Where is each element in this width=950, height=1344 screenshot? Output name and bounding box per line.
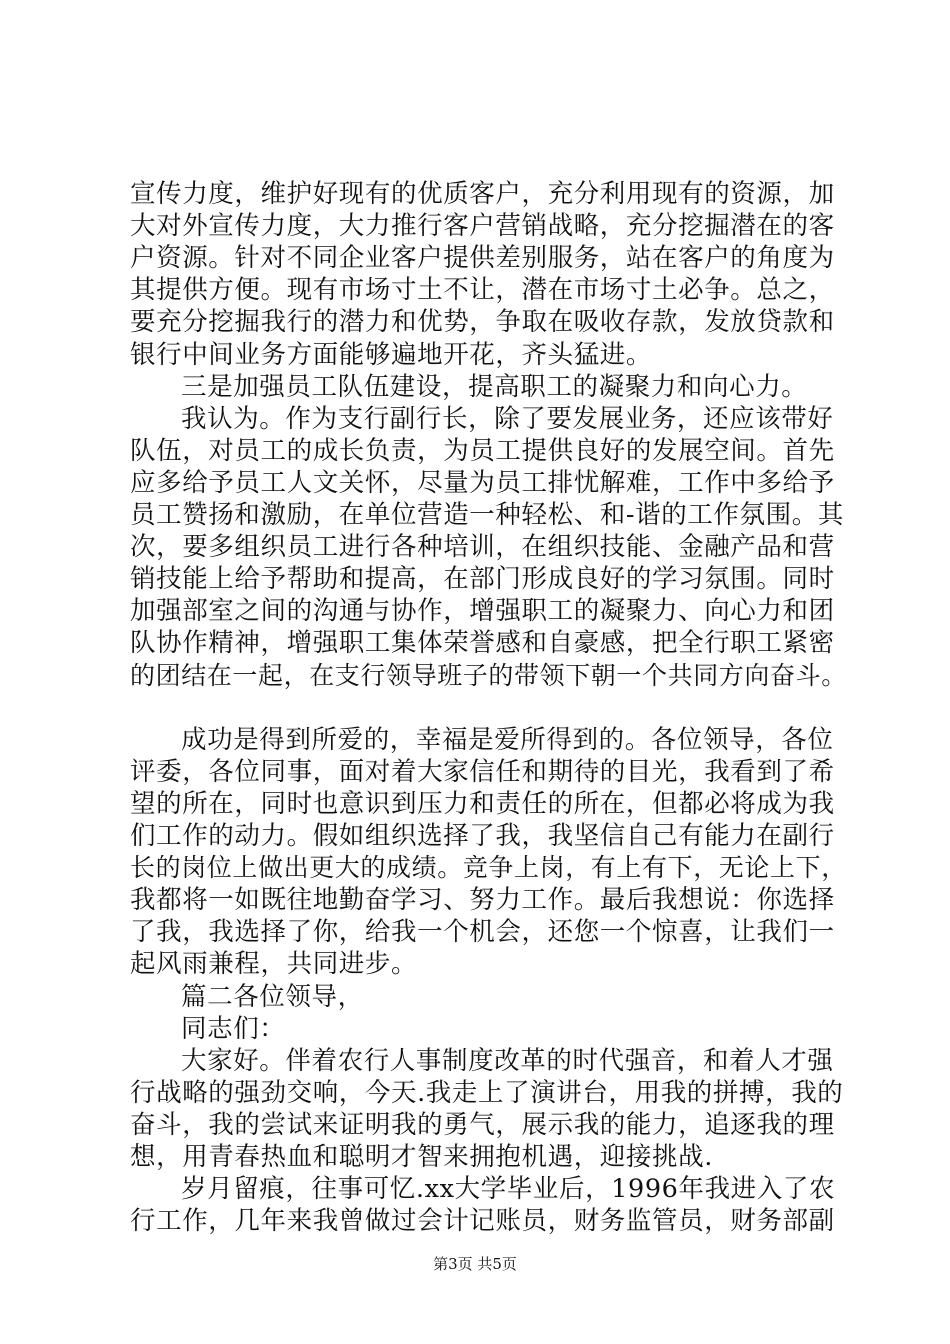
text-line-4: 其提供方便。现有市场寸土不让，潜在市场寸土必争。总之， — [130, 275, 835, 305]
text-line-24: 起风雨兼程，共同进步。 — [130, 949, 418, 979]
text-line-27: 大家好。伴着农行人事制度改革的时代强音，和着人才强 — [181, 1046, 834, 1076]
text-line-21: 长的岗位上做出更大的成绩。竞争上岗，有上有下，无论上下， — [130, 853, 847, 882]
text-line-30: 想，用青春热血和聪明才智来拥抱机遇，迎接挑战. — [130, 1142, 713, 1172]
text-line-15: 队协作精神，增强职工集体荣誉感和自豪感，把全行职工紧密 — [130, 628, 835, 658]
text-line-28: 行战略的强劲交响，今天.我走上了演讲台，用我的拼搏，我的 — [130, 1078, 844, 1108]
text-line-7: 三是加强员工队伍建设，提高职工的凝聚力和向心力。 — [181, 372, 808, 402]
text-line-22: 我都将一如既往地勤奋学习、努力工作。最后我想说：你选择 — [130, 885, 835, 915]
text-line-2: 大对外宣传力度，大力推行客户营销战略，充分挖掘潜在的客 — [130, 211, 835, 241]
text-line-26: 同志们： — [181, 1014, 286, 1044]
text-line-14: 加强部室之间的沟通与协作，增强职工的凝聚力、向心力和团 — [130, 596, 835, 626]
text-line-18: 评委，各位同事，面对着大家信任和期待的目光，我看到了希 — [130, 757, 835, 787]
text-line-12: 次，要多组织员工进行各种培训，在组织技能、金融产品和营 — [130, 532, 835, 562]
text-line-5: 要充分挖掘我行的潜力和优势，争取在吸收存款，发放贷款和 — [130, 307, 835, 337]
text-line-8: 我认为。作为支行副行长，除了要发展业务，还应该带好 — [181, 404, 834, 434]
text-line-20: 们工作的动力。假如组织选择了我，我坚信自己有能力在副行 — [130, 821, 835, 851]
page-number-footer: 第3页 共5页 — [433, 1255, 517, 1273]
text-line-17: 成功是得到所爱的，幸福是爱所得到的。各位领导，各位 — [181, 725, 834, 755]
text-line-1: 宣传力度，维护好现有的优质客户，充分利用现有的资源，加 — [130, 179, 835, 209]
text-line-13: 销技能上给予帮助和提高，在部门形成良好的学习氛围。同时 — [130, 564, 835, 594]
text-line-11: 员工赞扬和激励，在单位营造一种轻松、和-谐的工作氛围。其 — [130, 500, 844, 530]
text-line-19: 望的所在，同时也意识到压力和责任的所在，但都必将成为我 — [130, 789, 835, 819]
text-line-31: 岁月留痕，往事可忆.xx大学毕业后，1996年我进入了农 — [181, 1174, 836, 1204]
text-line-29: 奋斗，我的尝试来证明我的勇气，展示我的能力，追逐我的理 — [130, 1110, 835, 1140]
text-line-9: 队伍，对员工的成长负责，为员工提供良好的发展空间。首先 — [130, 436, 835, 466]
text-line-23: 了我，我选择了你，给我一个机会，还您一个惊喜，让我们一 — [130, 917, 835, 947]
text-line-32: 行工作，几年来我曾做过会计记账员，财务监管员，财务部副 — [130, 1206, 835, 1236]
text-line-25: 篇二各位领导， — [181, 982, 364, 1012]
text-line-3: 户资源。针对不同企业客户提供差别服务，站在客户的角度为 — [130, 243, 835, 273]
text-line-16: 的团结在一起，在支行领导班子的带领下朝一个共同方向奋斗。 — [130, 661, 847, 690]
text-line-6: 银行中间业务方面能够遍地开花，齐头猛进。 — [130, 340, 653, 370]
text-line-10: 应多给予员工人文关怀，尽量为员工排忧解难，工作中多给予 — [130, 468, 835, 498]
